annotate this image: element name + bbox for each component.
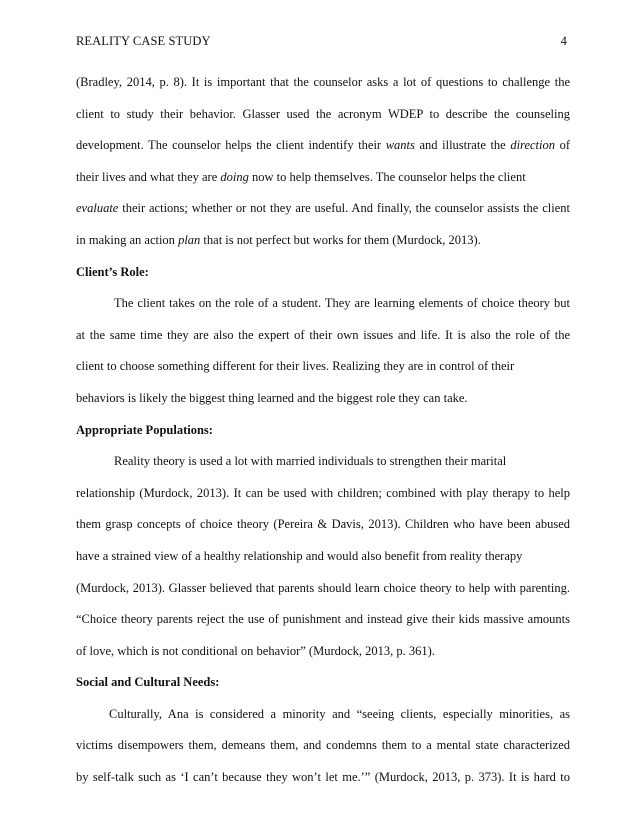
paragraph-line: Culturally, Ana is considered a minority and “seeing clients, especially minorities, as — [109, 706, 570, 721]
section-heading-social-cultural-needs: Social and Cultural Needs: — [76, 675, 220, 690]
emphasis-evaluate: evaluate — [76, 201, 119, 216]
section-heading-appropriate-populations: Appropriate Populations: — [76, 422, 213, 437]
paragraph-line: of love, which is not conditional on behavior” (Murdock, 2013, p. 361). — [76, 643, 435, 658]
text-run: of — [555, 138, 570, 153]
paragraph-line — [76, 162, 570, 194]
text-run: their lives and what they are — [76, 169, 221, 184]
emphasis-wants: wants — [385, 138, 415, 153]
paragraph-line: victims disempowers them, demeans them, and condemns them to a mental state characterized — [76, 738, 570, 753]
page-header — [76, 34, 567, 49]
paragraph-line: behaviors is likely the biggest thing learned and the biggest role they can take. — [76, 390, 468, 405]
text-run: their actions; whether or not they are useful. And finally, the counselor assists the client — [118, 201, 570, 216]
text-run: development. The counselor helps the client indentify their — [76, 138, 386, 153]
emphasis-doing: doing — [220, 169, 249, 184]
running-head: REALITY CASE STUDY — [76, 34, 211, 48]
paragraph-line: Reality theory is used a lot with married individuals to strengthen their marital — [114, 454, 507, 469]
paragraph-line — [76, 130, 570, 162]
paragraph-line: at the same time they are also the expert of their own issues and life. It is also the role of the — [76, 327, 570, 342]
paragraph-line — [76, 193, 570, 225]
text-run: that is not perfect but works for them (Murdock, 2013). — [200, 232, 481, 247]
paragraph-line: by self-talk such as ‘I can’t because they won’t let me.’” (Murdock, 2013, p. 373). It is hard to — [76, 770, 570, 785]
paragraph-line: them grasp concepts of choice theory (Pereira & Davis, 2013). Children who have been abused — [76, 517, 570, 532]
paragraph-line: “Choice theory parents reject the use of punishment and instead give their kids massive amounts — [76, 612, 570, 627]
paragraph-line: client to choose something different for their lives. Realizing they are in control of their — [76, 359, 515, 374]
paragraph-line: relationship (Murdock, 2013). It can be used with children; combined with play therapy to help — [76, 485, 570, 500]
text-run: now to help themselves. The counselor helps the client — [248, 169, 526, 184]
section-heading-clients-role: Client’s Role: — [76, 264, 149, 279]
document-body — [76, 67, 570, 794]
paragraph-line: (Murdock, 2013). Glasser believed that parents should learn choice theory to help with parenting. — [76, 580, 570, 595]
paragraph-line — [76, 225, 570, 257]
text-run: in making an action — [76, 232, 179, 247]
paragraph-line: have a strained view of a healthy relationship and would also benefit from reality therapy — [76, 548, 523, 563]
paragraph-line: The client takes on the role of a student. They are learning elements of choice theory but — [114, 296, 570, 311]
paragraph-line: client to study their behavior. Glasser used the acronym WDEP to describe the counseling — [76, 106, 570, 121]
paragraph-line: (Bradley, 2014, p. 8). It is important that the counselor asks a lot of questions to challenge the — [76, 75, 570, 89]
text-run: and illustrate the — [414, 138, 511, 153]
emphasis-direction: direction — [510, 138, 555, 153]
page-number: 4 — [560, 34, 567, 48]
emphasis-plan: plan — [178, 232, 201, 247]
